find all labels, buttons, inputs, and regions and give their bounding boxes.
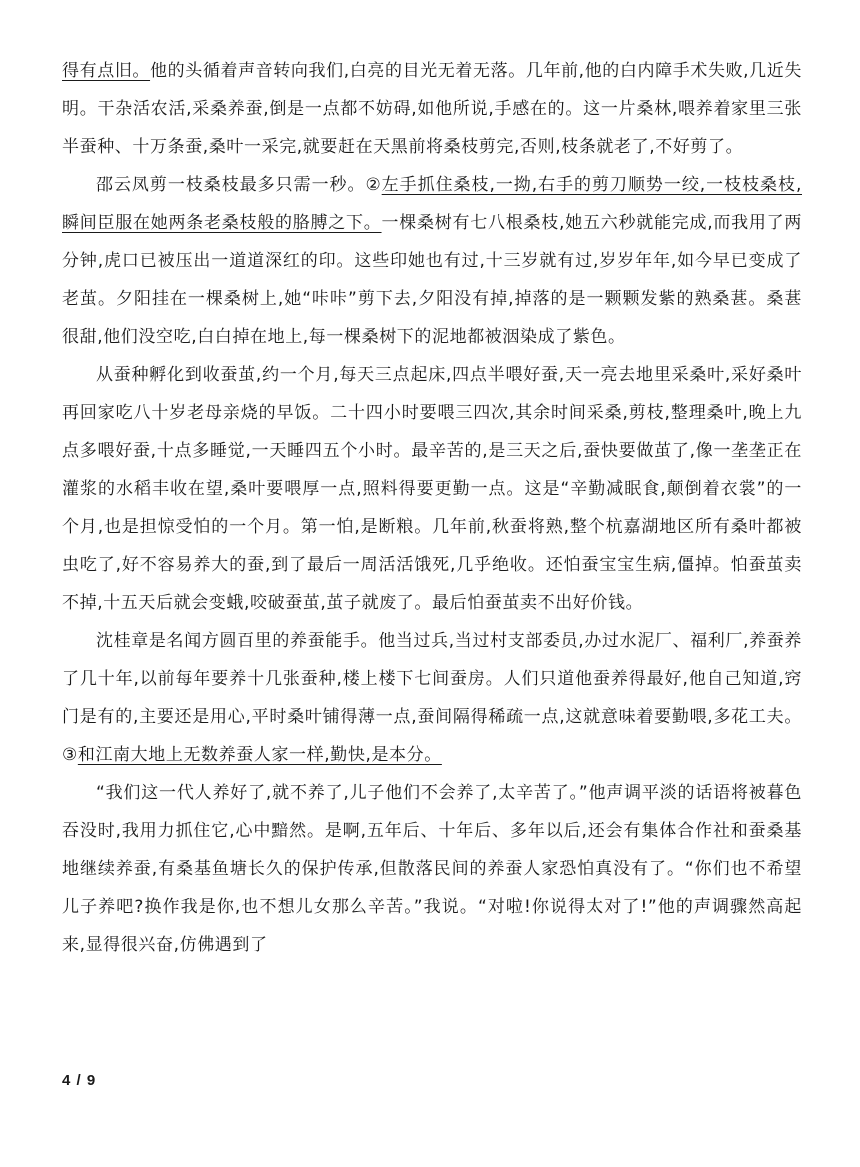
body-text: “我们这一代人养好了,就不养了,儿子他们不会养了,太辛苦了。”他声调平淡的话语将被暮色吞没时,我用力抓住它,心中黯然。是啊,五年后、十年后、多年以后,还会有集体合作社和蚕桑基地继续养蚕,有桑基鱼塘长久的保护传承,但散落民间的养蚕人家恐怕真没有了。“你们也不希望儿子养吧?换作我是你,也不想儿女那么辛苦。”我说。“对啦!你说得太对了!”他的声调骤然高起来,显得很兴奋,仿佛遇到了 bbox=[62, 783, 802, 955]
paragraph bbox=[62, 622, 802, 774]
body-text: 从蚕种孵化到收蚕茧,约一个月,每天三点起床,四点半喂好蚕,天一亮去地里采桑叶,采好桑叶再回家吃八十岁老母亲烧的早饭。二十四小时要喂三四次,其余时间采桑,剪枝,整理桑叶,晚上九点多喂好蚕,十点多睡觉,一天睡四五个小时。最辛苦的,是三天之后,蚕快要做茧了,像一垄垄正在灌浆的水稻丰收在望,桑叶要喂厚一点,照料得要更勤一点。这是“辛勤减眠食,颠倒着衣裳”的一个月,也是担惊受怕的一个月。第一怕,是断粮。几年前,秋蚕将熟,整个杭嘉湖地区所有桑叶都被虫吃了,好不容易养大的蚕,到了最后一周活活饿死,几乎绝收。还怕蚕宝宝生病,僵掉。怕蚕茧卖不掉,十五天后就会变蛾,咬破蚕茧,茧子就废了。最后怕蚕茧卖不出好价钱。 bbox=[62, 365, 802, 613]
body-text: 一棵桑树有七八根桑枝,她五六秒就能完成,而我用了两分钟,虎口已被压出一道道深红的印。这些印她也有过,十三岁就有过,岁岁年年,如今早已变成了老茧。夕阳挂在一棵桑树上,她“咔咔”剪下去,夕阳没有掉,掉落的是一颗颗发紫的熟桑葚。桑葚很甜,他们没空吃,白白掉在地上,每一棵桑树下的泥地都被洇染成了紫色。 bbox=[62, 213, 802, 347]
underlined-text: 得有点旧。 bbox=[62, 61, 151, 81]
paragraph bbox=[62, 356, 802, 622]
paragraph bbox=[62, 166, 802, 356]
body-text: 邵云凤剪一枝桑枝最多只需一秒。② bbox=[96, 175, 382, 195]
paragraph bbox=[62, 52, 802, 166]
underlined-text: 和江南大地上无数养蚕人家一样,勤快,是本分。 bbox=[77, 745, 442, 765]
paragraph bbox=[62, 774, 802, 964]
body-text: 沈桂章是名闻方圆百里的养蚕能手。他当过兵,当过村支部委员,办过水泥厂、福利厂,养蚕养了几十年,以前每年要养十几张蚕种,楼上楼下七间蚕房。人们只道他蚕养得最好,他自己知道,窍门是有的,主要还是用心,平时桑叶铺得薄一点,蚕间隔得稀疏一点,这就意味着要勤喂,多花工夫。③ bbox=[62, 631, 802, 765]
page-number: 4 / 9 bbox=[62, 1072, 97, 1089]
body-text: 他的头循着声音转向我们,白亮的目光无着无落。几年前,他的白内障手术失败,几近失明。干杂活农活,采桑养蚕,倒是一点都不妨碍,如他所说,手感在的。这一片桑林,喂养着家里三张半蚕种、十万条蚕,桑叶一采完,就要赶在天黑前将桑枝剪完,否则,枝条就老了,不好剪了。 bbox=[62, 61, 803, 157]
document-page bbox=[62, 52, 802, 964]
underlined-text: 左手抓住桑枝,一拗,右手的剪刀顺势一绞,一枝枝桑枝,瞬间臣服在她两条老桑枝般的胳膊之下。 bbox=[62, 175, 802, 233]
